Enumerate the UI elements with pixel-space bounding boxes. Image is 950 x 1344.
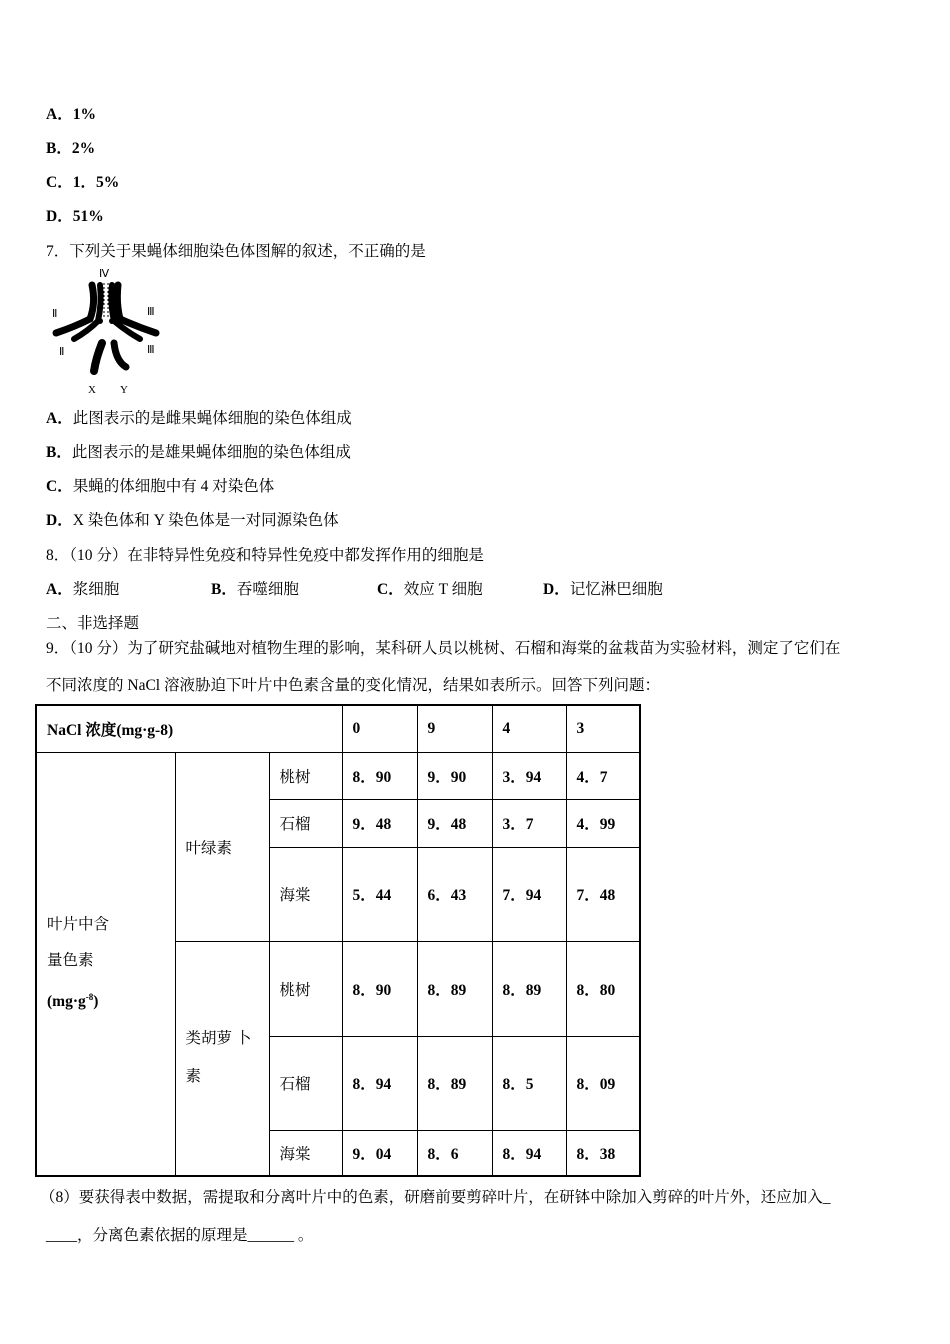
cell: 4．7: [566, 752, 640, 799]
cell: 3．94: [492, 752, 566, 799]
cell: 8．38: [566, 1130, 640, 1176]
q8-stem: 8．（10 分）在非特异性免疫和特异性免疫中都发挥作用的细胞是: [46, 547, 484, 564]
conc-0: 0: [342, 705, 417, 752]
label-iv: Ⅳ: [99, 268, 110, 280]
cell: 9．48: [417, 799, 492, 847]
chromosome-y: [114, 343, 126, 367]
q7-option-a: A．此图表示的是雌果蝇体细胞的染色体组成: [46, 410, 352, 427]
q7-stem: 7．下列关于果蝇体细胞染色体图解的叙述，不正确的是: [46, 243, 426, 260]
q9-sub8-line1: （8）要获得表中数据，需提取和分离叶片中的色素，研磨前要剪碎叶片，在研钵中除加入剪碎的叶片外，还应加入_: [40, 1189, 831, 1206]
conc-2: 4: [492, 705, 566, 752]
label-x: X: [88, 384, 96, 396]
nacl-header: NaCl 浓度(mg·g-8): [36, 705, 342, 752]
section-title: 二、非选择题: [46, 615, 140, 632]
pigment-chlorophyll: 叶绿素: [175, 752, 269, 941]
pigment-table: [35, 704, 641, 1177]
q6-option-a: A．1%: [46, 106, 96, 123]
cell: 3．7: [492, 799, 566, 847]
cell: 9．90: [417, 752, 492, 799]
q6-option-d: D．51%: [46, 208, 104, 225]
cell: 9．48: [342, 799, 417, 847]
label-ii-lower: Ⅱ: [59, 346, 65, 358]
table-row: [36, 752, 640, 799]
conc-1: 9: [417, 705, 492, 752]
q8-option-d: D．记忆淋巴细胞: [543, 581, 663, 598]
label-iii-upper: Ⅲ: [147, 306, 155, 318]
cell: 8．89: [417, 941, 492, 1036]
q8-option-c: C．效应 T 细胞: [377, 581, 483, 598]
cell: 8．94: [492, 1130, 566, 1176]
cell: 8．89: [492, 941, 566, 1036]
conc-3: 3: [566, 705, 640, 752]
table-header-row: [36, 705, 640, 752]
label-y: Y: [120, 384, 128, 396]
cell: 7．48: [566, 847, 640, 941]
cell: 4．99: [566, 799, 640, 847]
cell: 8．94: [342, 1036, 417, 1130]
label-iii-lower: Ⅲ: [147, 344, 155, 356]
q9-stem-line1: 9．（10 分）为了研究盐碱地对植物生理的影响，某科研人员以桃树、石榴和海棠的盆栽苗为实验材料，测定了它们在: [46, 640, 841, 657]
q9-sub8-line2: ____，分离色素依据的原理是______ 。: [46, 1227, 314, 1244]
q8-option-b: B．吞噬细胞: [211, 581, 299, 598]
q7-option-d: D．X 染色体和 Y 染色体是一对同源染色体: [46, 512, 339, 529]
centromere-right: [109, 318, 115, 324]
plant-crabapple: 海棠: [269, 1130, 342, 1176]
cell: 8．6: [417, 1130, 492, 1176]
cell: 5．44: [342, 847, 417, 941]
plant-peach: 桃树: [269, 941, 342, 1036]
q9-stem-line2: 不同浓度的 NaCl 溶液胁迫下叶片中色素含量的变化情况，结果如表所示。回答下列问题：: [46, 677, 660, 694]
plant-pomegranate: 石榴: [269, 799, 342, 847]
cell: 8．90: [342, 752, 417, 799]
plant-peach: 桃树: [269, 752, 342, 799]
cell: 6．43: [417, 847, 492, 941]
centromere-left: [97, 318, 103, 324]
q8-option-a: A．浆细胞: [46, 581, 120, 598]
plant-pomegranate: 石榴: [269, 1036, 342, 1130]
cell: 8．09: [566, 1036, 640, 1130]
chromosome-diagram: [44, 263, 172, 399]
label-ii-upper: Ⅱ: [52, 308, 58, 320]
pigment-carotenoid: 类胡萝 卜 素: [175, 941, 269, 1176]
plant-crabapple: 海棠: [269, 847, 342, 941]
cell: 8．90: [342, 941, 417, 1036]
cell: 8．5: [492, 1036, 566, 1130]
cell: 8．80: [566, 941, 640, 1036]
q7-option-b: B．此图表示的是雄果蝇体细胞的染色体组成: [46, 444, 351, 461]
cell: 7．94: [492, 847, 566, 941]
q6-option-b: B．2%: [46, 140, 96, 157]
chromosome-x: [94, 343, 102, 371]
chromosome-ii-outer: [56, 285, 94, 333]
row-group-label: 叶片中含 量色素 $(mg\cdot g^{-8})$: [36, 752, 175, 1176]
q6-option-c: C．1．5%: [46, 174, 120, 191]
q7-option-c: C．果蝇的体细胞中有 4 对染色体: [46, 478, 275, 495]
cell: 9．04: [342, 1130, 417, 1176]
cell: 8．89: [417, 1036, 492, 1130]
